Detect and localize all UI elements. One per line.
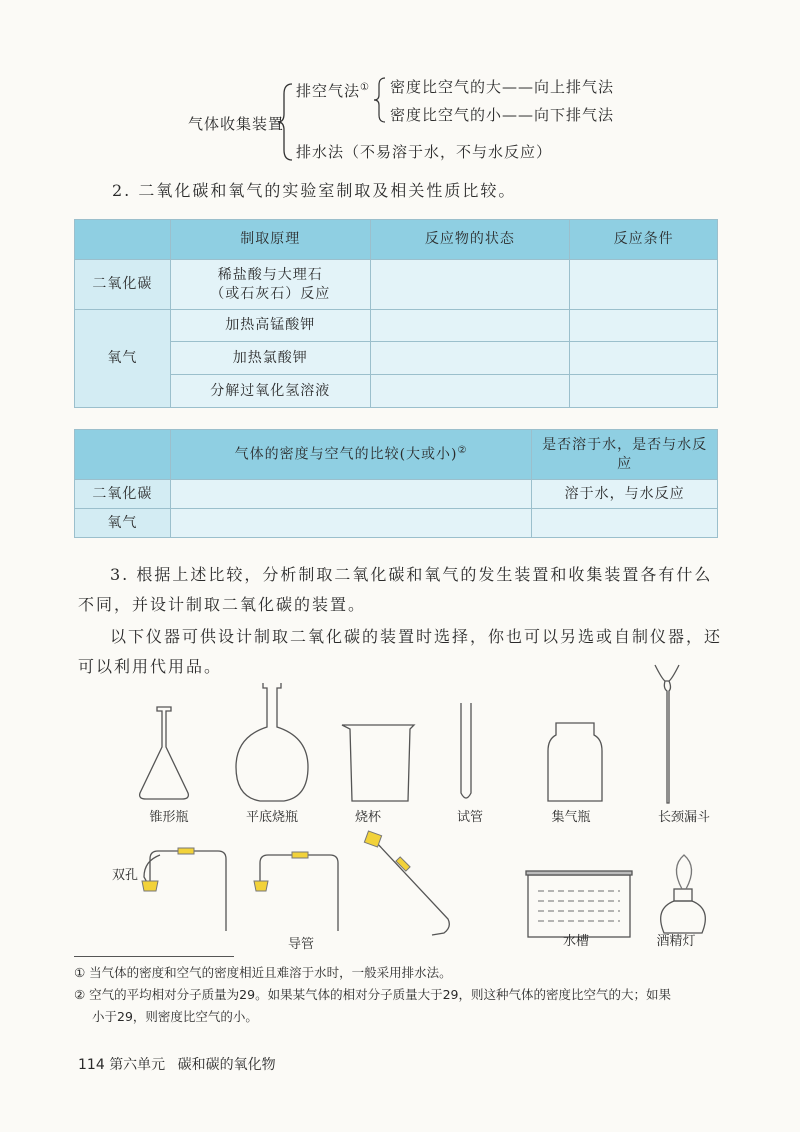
row-co2-2: 二氧化碳 xyxy=(75,480,171,509)
footnote-divider xyxy=(74,956,234,957)
lighter-rule: 密度比空气的小——向下排气法 xyxy=(390,106,615,124)
o2-state-cell-2 xyxy=(370,342,570,375)
table-row xyxy=(75,342,718,375)
page-footer xyxy=(78,1054,276,1074)
o2-condition-cell-2 xyxy=(570,342,718,375)
co2-density-cell xyxy=(170,480,531,509)
label-beaker: 烧杯 xyxy=(354,810,381,825)
denser-rule: 密度比空气的大——向上排气法 xyxy=(390,78,615,96)
unit-title: 碳和碳的氧化物 xyxy=(177,1057,276,1073)
outer-brace xyxy=(276,82,296,162)
conical-flask-icon xyxy=(140,707,189,799)
table2-corner xyxy=(75,430,171,480)
co2-condition-cell xyxy=(570,260,718,310)
o2-density-cell xyxy=(170,509,531,538)
label-alcohol-lamp: 酒精灯 xyxy=(656,934,696,949)
col-solubility: 是否溶于水，是否与水反应 xyxy=(532,430,718,480)
o2-condition-cell-3 xyxy=(570,375,718,408)
o2-solubility-cell xyxy=(532,509,718,538)
footnote-2-line2: 小于29，则密度比空气的小。 xyxy=(92,1009,258,1024)
o2-principle-3: 分解过氧化氢溶液 xyxy=(170,375,370,408)
co2-solubility: 溶于水，与水反应 xyxy=(532,480,718,509)
alcohol-lamp-icon xyxy=(661,855,706,933)
tubing-2-icon xyxy=(260,855,338,931)
table-row xyxy=(75,509,718,538)
section2-heading: 2. 二氧化碳和氧气的实验室制取及相关性质比较。 xyxy=(112,181,517,200)
o2-state-cell-1 xyxy=(370,310,570,342)
col-conditions: 反应条件 xyxy=(570,220,718,260)
water-trough-icon xyxy=(526,871,632,937)
footnote-2-line1: ② 空气的平均相对分子质量为29。如果某气体的相对分子质量大于29，则这种气体的密度比空气的大；如果 xyxy=(74,987,671,1002)
o2-condition-cell-1 xyxy=(570,310,718,342)
collection-root: 气体收集装置 xyxy=(188,115,285,133)
label-test-tube: 试管 xyxy=(456,810,483,825)
label-conical-flask: 锥形瓶 xyxy=(149,810,189,825)
air-method: 排空气法① xyxy=(296,82,370,100)
col-principle: 制取原理 xyxy=(170,220,370,260)
o2-principle-1: 加热高锰酸钾 xyxy=(170,310,370,342)
section3-para1: 3. 根据上述比较，分析制取二氧化碳和氧气的发生装置和收集装置各有什么不同，并设计制取二氧化碳的装置。 xyxy=(78,565,713,614)
co2-state-cell xyxy=(370,260,570,310)
long-funnel-icon xyxy=(655,665,679,803)
col-density: 气体的密度与空气的比较(大或小)② xyxy=(170,430,531,480)
page-number: 114 xyxy=(78,1057,105,1073)
table1-header-row xyxy=(75,220,718,260)
property-table xyxy=(74,429,718,538)
label-long-funnel: 长颈漏斗 xyxy=(657,810,710,825)
table1-corner xyxy=(75,220,171,260)
table-row xyxy=(75,260,718,310)
row-co2: 二氧化碳 xyxy=(75,260,171,310)
label-tubing: 导管 xyxy=(287,937,314,952)
bent-tube-icon xyxy=(375,841,449,935)
o2-state-cell-3 xyxy=(370,375,570,408)
label-water-trough: 水槽 xyxy=(562,934,589,949)
table-row xyxy=(75,375,718,408)
gas-jar-icon xyxy=(548,723,602,801)
two-hole-stopper-icon xyxy=(142,881,158,891)
row-o2: 氧气 xyxy=(75,310,171,408)
test-tube-icon xyxy=(461,703,471,798)
preparation-table xyxy=(74,219,718,408)
table-row xyxy=(75,480,718,509)
table-row xyxy=(75,310,718,342)
table2-header-row xyxy=(75,430,718,480)
label-round-flask: 平底烧瓶 xyxy=(245,810,298,825)
o2-principle-2: 加热氯酸钾 xyxy=(170,342,370,375)
round-flask-icon xyxy=(236,683,308,801)
beaker-icon xyxy=(342,725,414,801)
water-method: 排水法（不易溶于水，不与水反应） xyxy=(296,143,553,161)
label-gas-jar: 集气瓶 xyxy=(551,810,591,825)
label-two-hole: 双孔 xyxy=(112,868,139,883)
inner-brace xyxy=(372,76,388,124)
apparatus-illustration xyxy=(60,655,740,955)
col-reactant-state: 反应物的状态 xyxy=(370,220,570,260)
stopper-2-icon xyxy=(254,881,268,891)
unit-name: 第六单元 xyxy=(109,1057,166,1073)
row-o2-2: 氧气 xyxy=(75,509,171,538)
co2-principle: 稀盐酸与大理石 （或石灰石）反应 xyxy=(170,260,370,310)
footnote-1: ① 当气体的密度和空气的密度相近且难溶于水时，一般采用排水法。 xyxy=(74,965,452,980)
section3-para2: 以下仪器可供设计制取二氧化碳的装置时选择，你也可以另选或自制仪器，还可以利用代用品。 xyxy=(78,627,723,676)
